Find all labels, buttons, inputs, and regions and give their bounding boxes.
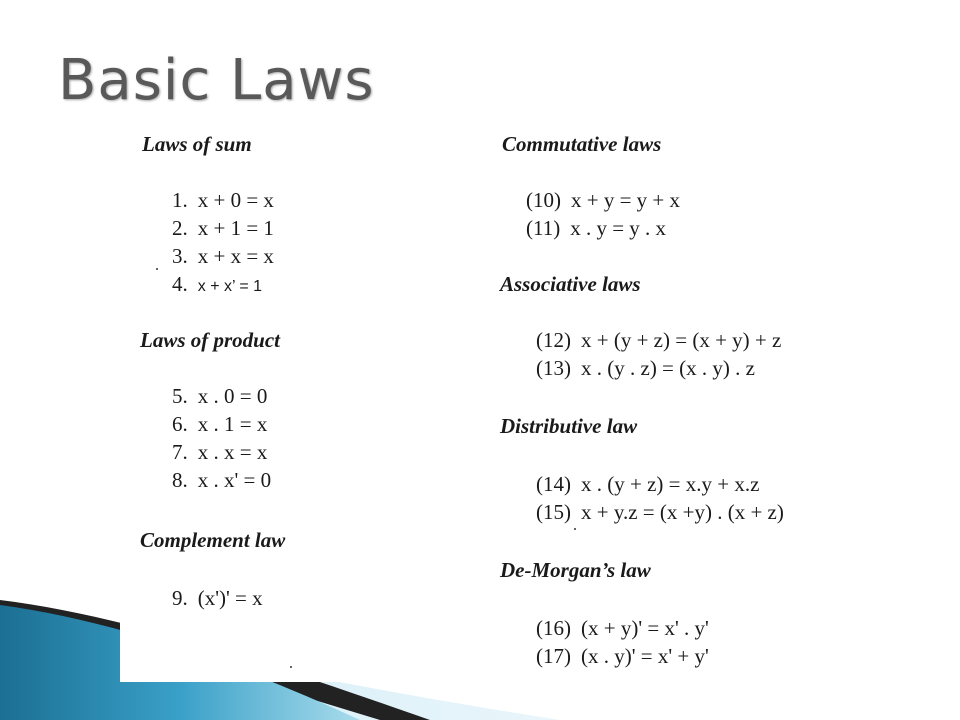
law-item xyxy=(536,328,781,353)
law-expression: x + x’ = 1 xyxy=(197,278,263,295)
law-expression: x . x' = 0 xyxy=(197,468,272,492)
scan-speck xyxy=(574,528,576,530)
law-number: (16) xyxy=(536,616,571,640)
law-expression: x . (y . z) = (x . y) . z xyxy=(581,356,755,380)
scan-speck xyxy=(290,666,292,668)
law-item xyxy=(172,412,267,437)
law-item xyxy=(172,216,274,241)
laws-of-product-heading: Laws of product xyxy=(140,328,281,352)
law-item xyxy=(536,356,755,381)
law-item xyxy=(172,244,274,269)
laws-image-panel xyxy=(120,118,820,682)
law-expression: (x . y)' = x' + y' xyxy=(581,644,709,668)
law-number: (14) xyxy=(536,472,571,496)
law-number: 7. xyxy=(172,440,188,464)
commutative-laws-heading: Commutative laws xyxy=(502,132,662,156)
distributive-law-heading: Distributive law xyxy=(500,414,638,438)
law-number: (12) xyxy=(536,328,571,352)
law-number: (11) xyxy=(526,216,561,240)
law-expression: (x + y)' = x' . y' xyxy=(581,616,709,640)
law-number: (17) xyxy=(536,644,571,668)
complement-law-heading: Complement law xyxy=(140,528,286,552)
law-expression: x . 1 = x xyxy=(197,412,268,436)
law-number: 5. xyxy=(172,384,188,408)
law-number: 1. xyxy=(172,188,188,212)
law-expression: x . x = x xyxy=(197,440,268,464)
law-item xyxy=(172,586,263,611)
laws-of-sum-heading: Laws of sum xyxy=(142,132,252,156)
law-item xyxy=(536,616,709,641)
law-item xyxy=(536,500,784,525)
law-expression: x . 0 = 0 xyxy=(197,384,268,408)
law-expression: x + 0 = x xyxy=(197,188,274,212)
law-item xyxy=(172,384,267,409)
law-item xyxy=(172,440,267,465)
law-number: 6. xyxy=(172,412,188,436)
law-item xyxy=(172,272,262,297)
law-item xyxy=(536,472,759,497)
law-number: 9. xyxy=(172,586,188,610)
associative-laws-heading: Associative laws xyxy=(500,272,641,296)
scan-speck xyxy=(156,268,158,270)
law-item xyxy=(536,644,709,669)
law-number: (15) xyxy=(536,500,571,524)
law-expression: (x')' = x xyxy=(197,586,263,610)
slide-title: Basic Laws xyxy=(58,48,375,113)
law-item xyxy=(526,216,666,241)
law-expression: x . y = y . x xyxy=(570,216,667,240)
law-number: 4. xyxy=(172,272,188,296)
law-item xyxy=(526,188,680,213)
law-number: 2. xyxy=(172,216,188,240)
law-number: 3. xyxy=(172,244,188,268)
de-morgans-law-heading: De-Morgan’s law xyxy=(500,558,651,582)
law-item xyxy=(172,468,271,493)
law-number: 8. xyxy=(172,468,188,492)
law-expression: x . (y + z) = x.y + x.z xyxy=(581,472,760,496)
law-expression: x + x = x xyxy=(197,244,274,268)
law-number: (10) xyxy=(526,188,561,212)
law-number: (13) xyxy=(536,356,571,380)
law-expression: x + 1 = 1 xyxy=(197,216,274,240)
law-expression: x + y.z = (x +y) . (x + z) xyxy=(581,500,784,524)
law-expression: x + y = y + x xyxy=(571,188,681,212)
law-item xyxy=(172,188,274,213)
law-expression: x + (y + z) = (x + y) + z xyxy=(581,328,782,352)
